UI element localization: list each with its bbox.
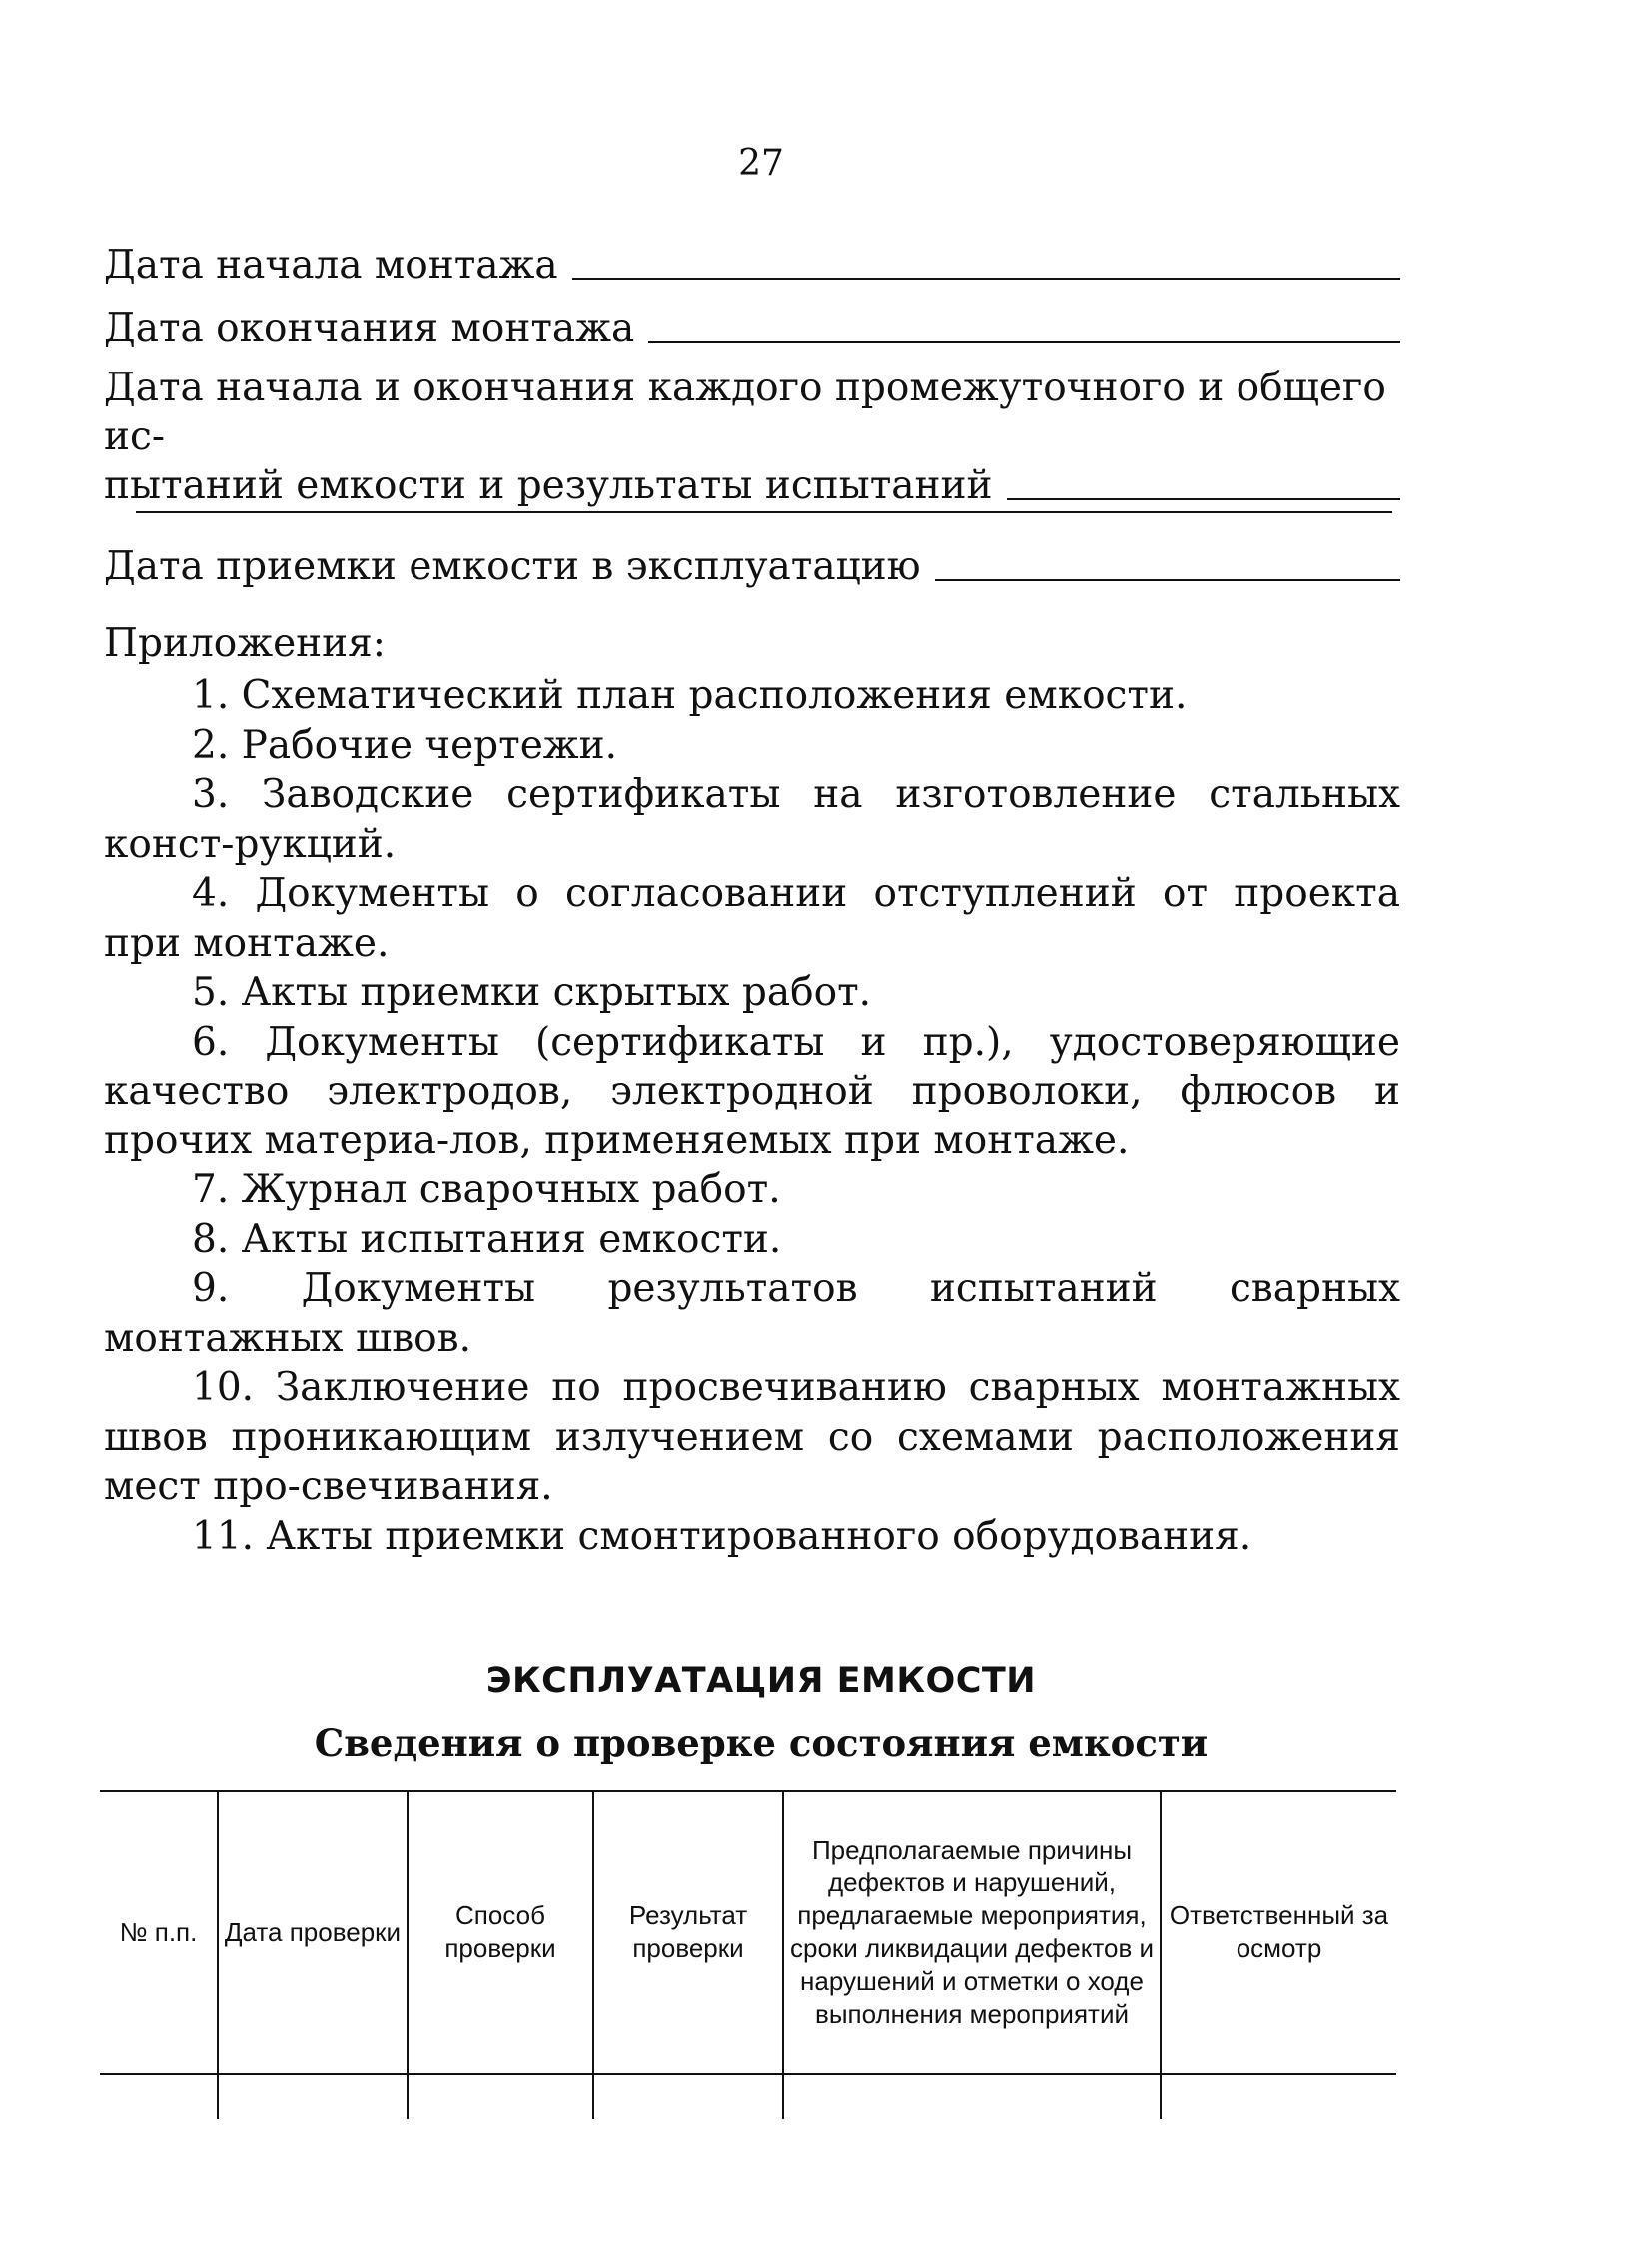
tests-label-line2: пытаний емкости и результаты испытаний bbox=[104, 463, 993, 508]
appendix-item: 2. Рабочие чертежи. bbox=[192, 722, 618, 768]
acceptance-date-label: Дата приемки емкости в эксплуатацию bbox=[104, 544, 921, 589]
table-header-row bbox=[100, 1791, 1396, 2074]
column-header-number: № п.п. bbox=[100, 1791, 218, 2074]
appendix-item: 7. Журнал сварочных работ. bbox=[192, 1167, 781, 1212]
appendix-item: 4. Документы о согласовании отступлений от проекта при монтаже. bbox=[104, 871, 1400, 966]
column-header-responsible: Ответственный за осмотр bbox=[1161, 1791, 1396, 2074]
appendix-item: 5. Акты приемки скрытых работ. bbox=[192, 970, 872, 1015]
appendix-item: 8. Акты испытания емкости. bbox=[192, 1216, 782, 1262]
tests-blank-extra-line[interactable] bbox=[136, 510, 1392, 513]
table-cell[interactable] bbox=[100, 2074, 218, 2119]
inspection-table bbox=[100, 1790, 1396, 2119]
end-date-field bbox=[104, 297, 1400, 353]
appendix-item: 9. Документы результатов испытаний сварных монтажных швов. bbox=[104, 1266, 1400, 1361]
table-cell[interactable] bbox=[1161, 2074, 1396, 2119]
start-date-blank[interactable] bbox=[572, 277, 1400, 280]
inspection-table-wrap bbox=[100, 1790, 1396, 2119]
acceptance-date-field bbox=[104, 535, 1400, 591]
appendix-heading: Приложения: bbox=[104, 621, 386, 666]
table-row bbox=[100, 2074, 1396, 2119]
start-date-label: Дата начала монтажа bbox=[104, 243, 558, 288]
tests-label-line1: Дата начала и окончания каждого промежуточного и общего ис- bbox=[104, 366, 1386, 459]
tests-field bbox=[104, 364, 1400, 510]
column-header-method: Способ проверки bbox=[408, 1791, 593, 2074]
section-subtitle: Сведения о проверке состояния емкости bbox=[314, 1721, 1209, 1765]
tests-blank[interactable] bbox=[1007, 497, 1401, 500]
table-cell[interactable] bbox=[408, 2074, 593, 2119]
table-cell[interactable] bbox=[783, 2074, 1161, 2119]
column-header-causes: Предполагаемые причины дефектов и нарушений, предлагаемые мероприятия, сроки ликвидации дефектов и нарушений и отметки о ходе выполнения мероприятий bbox=[783, 1791, 1161, 2074]
end-date-label: Дата окончания монтажа bbox=[104, 306, 635, 351]
page-number: 27 bbox=[738, 143, 784, 184]
appendix-item: 3. Заводские сертификаты на изготовление стальных конст-рукций. bbox=[104, 772, 1400, 867]
appendix-item: 6. Документы (сертификаты и пр.), удостоверяющие качество электродов, электродной проволоки, флюсов и прочих материа-лов, применяемых при монтаже. bbox=[104, 1019, 1400, 1163]
appendix-item: 11. Акты приемки смонтированного оборудования. bbox=[192, 1513, 1252, 1559]
table-cell[interactable] bbox=[593, 2074, 783, 2119]
table-cell[interactable] bbox=[218, 2074, 408, 2119]
section-title: ЭКСПЛУАТАЦИЯ ЕМКОСТИ bbox=[485, 1661, 1037, 1701]
column-header-result: Результат проверки bbox=[593, 1791, 783, 2074]
appendix-list bbox=[104, 671, 1400, 1561]
acceptance-date-blank[interactable] bbox=[935, 578, 1400, 581]
appendix-item: 10. Заключение по просвечиванию сварных монтажных швов проникающим излучением со схемами расположения мест про-свечивания. bbox=[104, 1365, 1400, 1509]
start-date-field bbox=[104, 234, 1400, 290]
end-date-blank[interactable] bbox=[648, 340, 1400, 343]
column-header-date: Дата проверки bbox=[218, 1791, 408, 2074]
appendix-item: 1. Схематический план расположения емкости. bbox=[192, 673, 1188, 718]
